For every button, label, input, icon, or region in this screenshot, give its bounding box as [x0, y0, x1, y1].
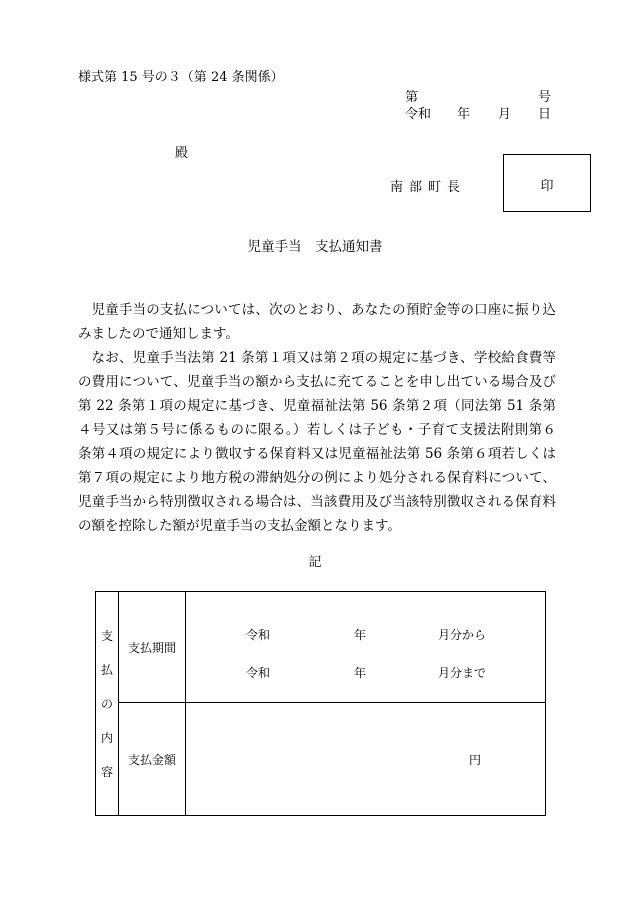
seal-box — [503, 154, 591, 212]
period-to-era: 令和 — [246, 666, 271, 680]
period-to-month-label: 月分まで — [438, 666, 487, 680]
period-from-month-label: 月分から — [438, 628, 487, 642]
period-label: 支払期間 — [119, 592, 186, 703]
side-label-char: 容 — [100, 764, 113, 779]
period-from-year-label: 年 — [354, 628, 367, 642]
side-label-char: 支 — [100, 628, 113, 643]
document-title: 児童手当 支払通知書 — [247, 239, 383, 255]
document-number-label: 第 — [405, 90, 419, 105]
date-day-label: 日 — [538, 107, 552, 122]
memo-label: 記 — [308, 555, 322, 570]
side-label-char: 払 — [100, 662, 113, 677]
form-number: 様式第 15 号の３（第 24 条関係） — [78, 70, 284, 85]
body-text — [78, 298, 556, 538]
amount-label: 支払金額 — [119, 703, 186, 816]
payment-content-side-label — [96, 592, 119, 816]
date-era: 令和 — [405, 107, 432, 122]
payment-amount-row — [96, 703, 546, 816]
issuer-name: 南部町長 — [390, 180, 467, 195]
date-month-label: 月 — [498, 107, 512, 122]
period-from-era: 令和 — [246, 628, 271, 642]
payment-details-table — [95, 591, 546, 816]
body-paragraph-2: なお、児童手当法第 21 条第１項又は第２項の規定に基づき、学校給食費等の費用について、児童手当の額から支払に充てることを申し出ている場合及び第 22 条第１項の規定に基づき、児童福祉法第 56 条第２項（同法第 51 条第４号又は第５号に係るものに限る。）若しくは子ども・子育て支援法附則第６条第４項の規定により徴収する保育料又は児童福祉法第 56 条第６項若しくは第７項の規定により地方税の滞納処分の例により処分される保育料について、児童手当から特別徴収される場合は、当該費用及び当該特別徴収される保育料の額を控除した額が児童手当の支払金額となります。 — [78, 350, 556, 534]
period-to-year-label: 年 — [354, 666, 367, 680]
amount-unit: 円 — [468, 753, 481, 767]
date-year-label: 年 — [457, 107, 471, 122]
period-values — [186, 592, 546, 703]
payment-period-row — [96, 592, 546, 703]
seal-label: 印 — [540, 179, 554, 194]
side-label-char: の — [100, 696, 113, 711]
document-number-suffix: 号 — [538, 90, 552, 105]
body-paragraph-1: 児童手当の支払については、次のとおり、あなたの預貯金等の口座に振り込みましたので通知します。 — [78, 302, 556, 342]
addressee-suffix: 殿 — [175, 146, 189, 161]
amount-value — [186, 703, 546, 816]
side-label-char: 内 — [100, 730, 113, 745]
